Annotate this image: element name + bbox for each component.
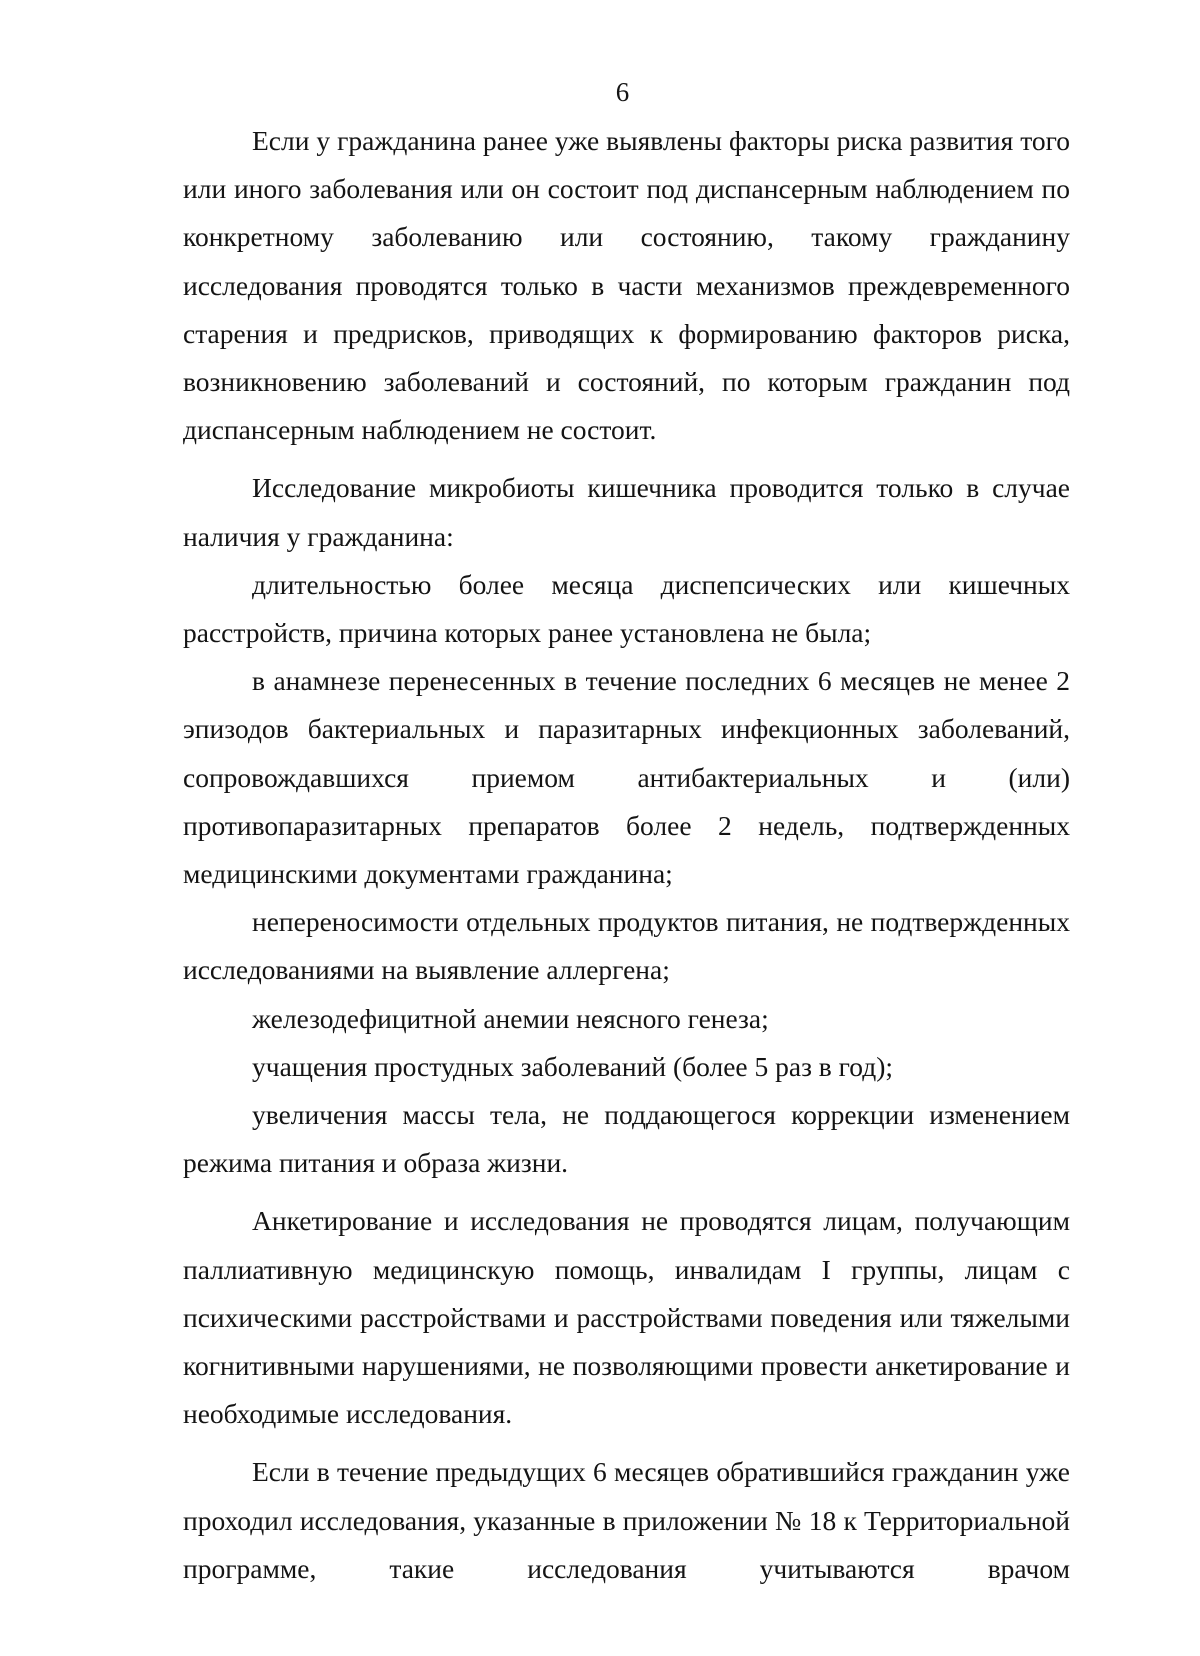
paragraph-microbiota-intro: Исследование микробиоты кишечника проводится только в случае наличия у гражданина: <box>183 472 1070 552</box>
paragraph-risk-factors: Если у гражданина ранее уже выявлены факторы риска развития того или иного заболевания или он состоит под диспансерным наблюдением по конкретному заболеванию или состоянию, такому гражданину исследования проводятся только в части механизмов преждевременного старения и предрисков, приводящих к формированию факторов риска, возникновению заболеваний и состояний, по которым гражданин под диспансерным наблюдением не состоит. <box>183 125 1070 446</box>
list-item-anemia: железодефицитной анемии неясного генеза; <box>252 1002 769 1034</box>
list-item-weight-gain: увеличения массы тела, не поддающегося коррекции изменением режима питания и образа жизни. <box>183 1099 1070 1179</box>
document-body <box>183 117 1070 1593</box>
paragraph-previous-tests: Если в течение предыдущих 6 месяцев обратившийся гражданин уже проходил исследования, указанные в приложении № 18 к Территориальной программе, такие исследования учитываются врачом <box>183 1456 1070 1584</box>
paragraph-exclusions: Анкетирование и исследования не проводятся лицам, получающим паллиативную медицинскую помощь, инвалидам I группы, лицам с психическими расстройствами и расстройствами поведения или тяжелыми когнитивными нарушениями, не позволяющими провести анкетирование и необходимые исследования. <box>183 1205 1070 1430</box>
list-item-food-intolerance: непереносимости отдельных продуктов питания, не подтвержденных исследованиями на выявление аллергена; <box>183 906 1070 986</box>
list-item-infections: в анамнезе перенесенных в течение последних 6 месяцев не менее 2 эпизодов бактериальных и паразитарных инфекционных заболеваний, сопровождавшихся приемом антибактериальных и (или) противопаразитарных препаратов более 2 недель, подтвержденных медицинскими документами гражданина; <box>183 665 1070 890</box>
list-item-dyspepsia: длительностью более месяца диспепсических или кишечных расстройств, причина которых ранее установлена не была; <box>183 568 1070 649</box>
list-item-colds: учащения простудных заболеваний (более 5 раз в год); <box>252 1050 894 1082</box>
page-number: 6 <box>615 77 630 107</box>
